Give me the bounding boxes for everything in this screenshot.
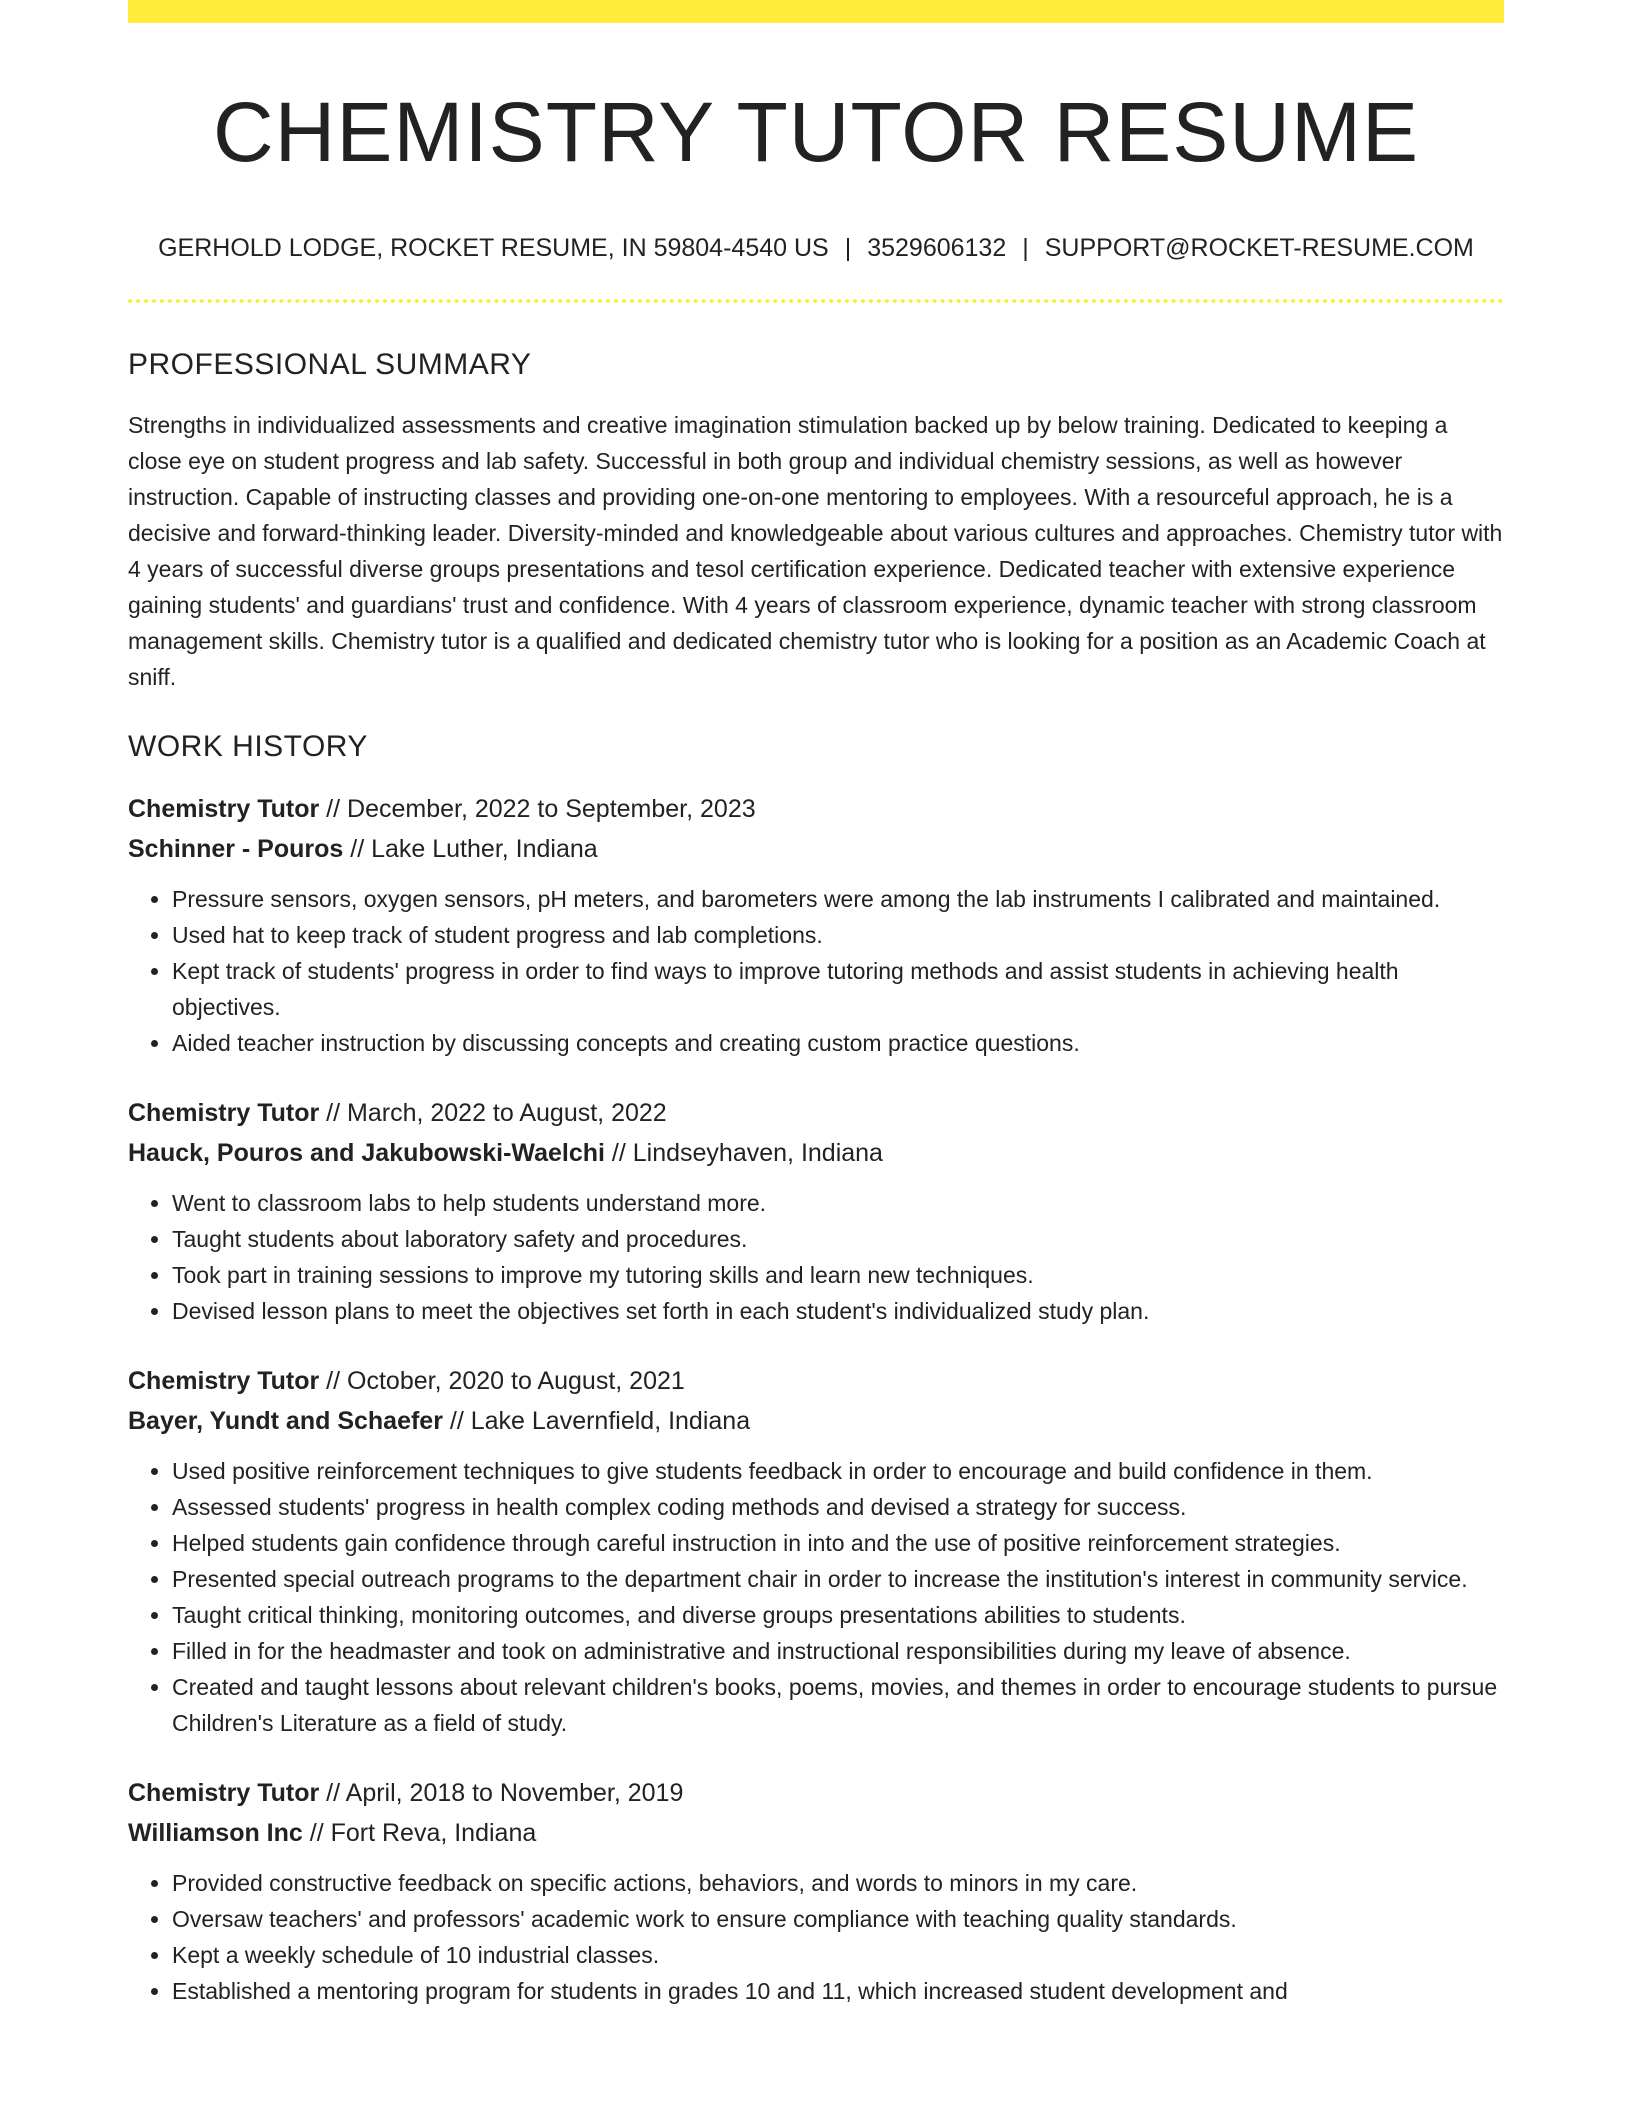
- job-bullets: [128, 1865, 1504, 2009]
- job-bullet: • Filled in for the headmaster and took on administrative and instructional responsibilities during my leave of absence.: [172, 1633, 1504, 1669]
- contact-line: [128, 233, 1504, 263]
- contact-separator: |: [1022, 234, 1029, 263]
- job-dates: // April, 2018 to November, 2019: [319, 1779, 684, 1808]
- top-accent-bar: [128, 0, 1504, 23]
- job-bullet: • Created and taught lessons about relevant children's books, poems, movies, and themes in order to encourage students to pursue Children's Literature as a field of study.: [172, 1669, 1504, 1741]
- job-title: Chemistry Tutor: [128, 1099, 320, 1128]
- resume-title: CHEMISTRY TUTOR RESUME: [213, 85, 1419, 179]
- job-bullet: • Used hat to keep track of student progress and lab completions.: [172, 917, 1504, 953]
- job-bullet: • Pressure sensors, oxygen sensors, pH meters, and barometers were among the lab instruments I calibrated and maintained.: [172, 881, 1504, 917]
- contact-address: GERHOLD LODGE, ROCKET RESUME, IN 59804-4540 US: [158, 234, 829, 263]
- job-company-line: [128, 1133, 1504, 1173]
- job-title-line: [128, 1093, 1504, 1133]
- job-company: Bayer, Yundt and Schaefer: [128, 1407, 443, 1436]
- job-title: Chemistry Tutor: [128, 1367, 320, 1396]
- job-company-line: [128, 1401, 1504, 1441]
- job-title: Chemistry Tutor: [128, 795, 320, 824]
- contact-phone: 3529606132: [867, 234, 1007, 263]
- contact-email: SUPPORT@ROCKET-RESUME.COM: [1044, 234, 1474, 263]
- job-bullets: [128, 1453, 1504, 1741]
- job-company: Schinner - Pouros: [128, 835, 344, 864]
- job-company-line: [128, 829, 1504, 869]
- job-entry: [128, 1773, 1504, 2009]
- job-bullet: • Aided teacher instruction by discussing concepts and creating custom practice questions.: [172, 1025, 1504, 1061]
- job-location: // Fort Reva, Indiana: [302, 1819, 537, 1848]
- job-entry: [128, 789, 1504, 1061]
- job-bullet: • Assessed students' progress in health complex coding methods and devised a strategy for success.: [172, 1489, 1504, 1525]
- job-bullet: • Oversaw teachers' and professors' academic work to ensure compliance with teaching quality standards.: [172, 1901, 1504, 1937]
- job-dates: // October, 2020 to August, 2021: [319, 1367, 685, 1396]
- job-bullet: • Established a mentoring program for students in grades 10 and 11, which increased student development and: [172, 1973, 1504, 2009]
- job-title-line: [128, 1361, 1504, 1401]
- job-bullet: • Taught students about laboratory safety and procedures.: [172, 1221, 1504, 1257]
- job-bullet: • Went to classroom labs to help students understand more.: [172, 1185, 1504, 1221]
- job-bullet: • Taught critical thinking, monitoring outcomes, and diverse groups presentations abilities to students.: [172, 1597, 1504, 1633]
- job-bullets: [128, 881, 1504, 1061]
- job-bullets: [128, 1185, 1504, 1329]
- section-title-work-history: WORK HISTORY: [128, 730, 368, 764]
- resume-page: [128, 0, 1504, 2009]
- job-location: // Lake Lavernfield, Indiana: [442, 1407, 751, 1436]
- job-company-line: [128, 1813, 1504, 1853]
- job-bullet: • Took part in training sessions to improve my tutoring skills and learn new techniques.: [172, 1257, 1504, 1293]
- job-bullet: • Helped students gain confidence through careful instruction in into and the use of positive reinforcement strategies.: [172, 1525, 1504, 1561]
- job-bullet: • Used positive reinforcement techniques to give students feedback in order to encourage and build confidence in them.: [172, 1453, 1504, 1489]
- contact-separator: |: [844, 234, 852, 263]
- job-bullet: • Kept track of students' progress in order to find ways to improve tutoring methods and assist students in achieving health objectives.: [172, 953, 1504, 1025]
- job-bullet: • Devised lesson plans to meet the objectives set forth in each student's individualized study plan.: [172, 1293, 1504, 1329]
- summary-text: Strengths in individualized assessments and creative imagination stimulation backed up by below training. Dedicated to keeping a close eye on student progress and lab safety. Successful in both group and individual chemistry sessions, as well as however instruction. Capable of instructing classes and providing one-on-one mentoring to employees. With a resourceful approach, he is a decisive and forward-thinking leader. Diversity-minded and knowledgeable about various cultures and approaches. Chemistry tutor with 4 years of successful diverse groups presentations and tesol certification experience. Dedicated teacher with extensive experience gaining students' and guardians' trust and confidence. With 4 years of classroom experience, dynamic teacher with strong classroom management skills. Chemistry tutor is a qualified and dedicated chemistry tutor who is looking for a position as an Academic Coach at sniff.: [128, 412, 1503, 691]
- job-entry: [128, 1093, 1504, 1329]
- job-bullet: • Kept a weekly schedule of 10 industrial classes.: [172, 1937, 1504, 1973]
- job-dates: // December, 2022 to September, 2023: [319, 795, 756, 824]
- job-location: // Lindseyhaven, Indiana: [604, 1139, 883, 1168]
- dotted-divider: [128, 299, 1504, 303]
- job-title-line: [128, 1773, 1504, 1813]
- job-company: Williamson Inc: [128, 1819, 303, 1848]
- job-entry: [128, 1361, 1504, 1741]
- job-company: Hauck, Pouros and Jakubowski-Waelchi: [128, 1139, 605, 1168]
- section-title-summary: PROFESSIONAL SUMMARY: [128, 348, 532, 382]
- job-title-line: [128, 789, 1504, 829]
- job-bullet: • Provided constructive feedback on specific actions, behaviors, and words to minors in my care.: [172, 1865, 1504, 1901]
- job-dates: // March, 2022 to August, 2022: [319, 1099, 667, 1128]
- job-location: // Lake Luther, Indiana: [343, 835, 598, 864]
- job-bullet: • Presented special outreach programs to the department chair in order to increase the institution's interest in community service.: [172, 1561, 1504, 1597]
- job-title: Chemistry Tutor: [128, 1779, 320, 1808]
